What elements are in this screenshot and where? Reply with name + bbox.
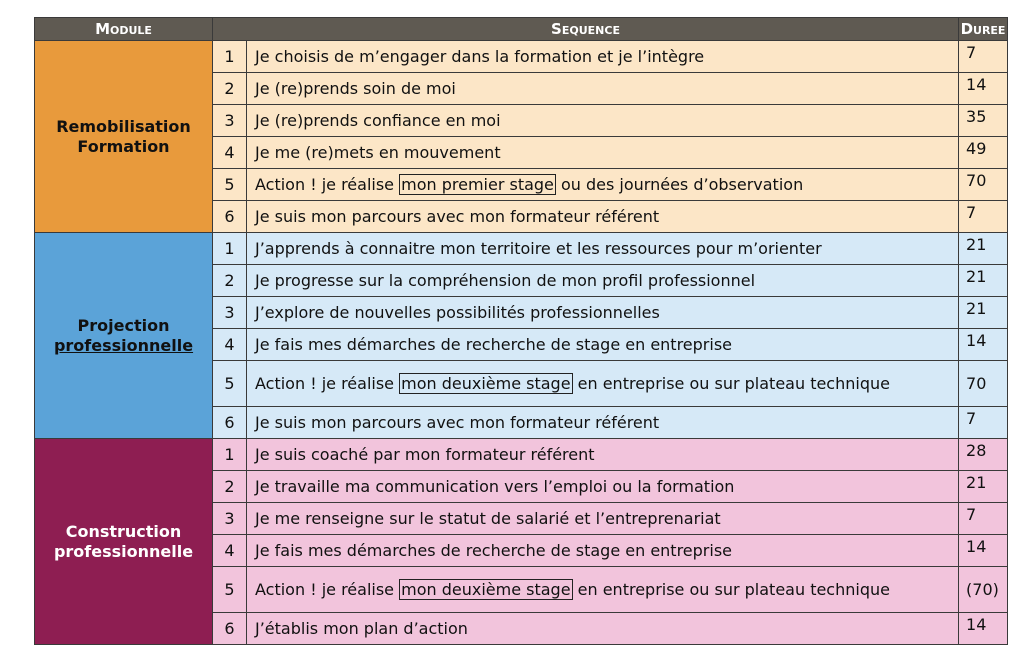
module-name-line2: Formation [77,136,170,156]
row-number: 2 [213,265,247,297]
header-module: Module [35,18,213,41]
row-number: 1 [213,439,247,471]
text-after: en entreprise ou sur plateau technique [572,373,890,393]
row-duree: 7 [959,41,1008,73]
row-number: 4 [213,137,247,169]
row-sequence: Je progresse sur la compréhension de mon profil professionnel [247,265,959,297]
text-before: Action ! je réalise [255,579,400,599]
header-duree: Duree [959,18,1008,41]
row-number: 2 [213,73,247,105]
row-number: 3 [213,503,247,535]
module-name-line1: Projection [77,315,170,335]
row-duree: 21 [959,265,1008,297]
module-name-line2: professionnelle [53,335,194,355]
row-duree: (70) [959,567,1008,613]
row-duree: 7 [959,201,1008,233]
row-duree: 49 [959,137,1008,169]
module-name-line1: Construction [65,521,182,541]
row-sequence: Je (re)prends confiance en moi [247,105,959,137]
row-sequence [247,169,959,201]
row-duree: 21 [959,471,1008,503]
row-number: 5 [213,567,247,613]
row-duree: 14 [959,535,1008,567]
table-header-row [35,18,1008,41]
row-number: 3 [213,297,247,329]
row-sequence: Je fais mes démarches de recherche de stage en entreprise [247,329,959,361]
module-name-line1: Remobilisation [56,116,191,136]
row-sequence: Je suis mon parcours avec mon formateur référent [247,407,959,439]
row-sequence: Je choisis de m’engager dans la formation et je l’intègre [247,41,959,73]
row-sequence: Je suis mon parcours avec mon formateur référent [247,201,959,233]
row-duree: 70 [959,361,1008,407]
boxed-stage-text: mon deuxième stage [401,579,571,599]
row-number: 5 [213,169,247,201]
module-cell-projection [35,233,213,439]
row-number: 1 [213,41,247,73]
row-sequence: Je (re)prends soin de moi [247,73,959,105]
row-number: 4 [213,329,247,361]
text-after: ou des journées d’observation [555,174,804,194]
row-number: 4 [213,535,247,567]
row-number: 2 [213,471,247,503]
row-duree: 70 [959,169,1008,201]
table-row [35,233,1008,265]
text-before: Action ! je réalise [255,373,400,393]
module-cell-construction [35,439,213,645]
row-number: 1 [213,233,247,265]
row-duree: 14 [959,329,1008,361]
row-sequence: Je travaille ma communication vers l’emploi ou la formation [247,471,959,503]
table-row [35,41,1008,73]
row-sequence: Je me (re)mets en mouvement [247,137,959,169]
row-number: 5 [213,361,247,407]
row-sequence: J’apprends à connaitre mon territoire et les ressources pour m’orienter [247,233,959,265]
row-duree: 14 [959,613,1008,645]
table-row [35,439,1008,471]
module-name-line2: professionnelle [53,541,194,561]
module-cell-remobilisation [35,41,213,233]
row-sequence: Je suis coaché par mon formateur référent [247,439,959,471]
text-after: en entreprise ou sur plateau technique [572,579,890,599]
header-sequence: Sequence [213,18,959,41]
row-duree: 7 [959,407,1008,439]
row-sequence [247,567,959,613]
row-number: 6 [213,201,247,233]
row-duree: 14 [959,73,1008,105]
row-sequence: J’explore de nouvelles possibilités professionnelles [247,297,959,329]
sequence-table [34,17,1008,645]
row-sequence: Je me renseigne sur le statut de salarié et l’entreprenariat [247,503,959,535]
row-duree: 28 [959,439,1008,471]
row-sequence [247,361,959,407]
row-sequence: J’établis mon plan d’action [247,613,959,645]
row-duree: 21 [959,297,1008,329]
row-duree: 21 [959,233,1008,265]
row-number: 6 [213,613,247,645]
boxed-stage-text: mon premier stage [401,174,554,194]
boxed-stage-text: mon deuxième stage [401,373,571,393]
row-duree: 35 [959,105,1008,137]
text-before: Action ! je réalise [255,174,400,194]
row-number: 6 [213,407,247,439]
row-sequence: Je fais mes démarches de recherche de stage en entreprise [247,535,959,567]
row-number: 3 [213,105,247,137]
row-duree: 7 [959,503,1008,535]
